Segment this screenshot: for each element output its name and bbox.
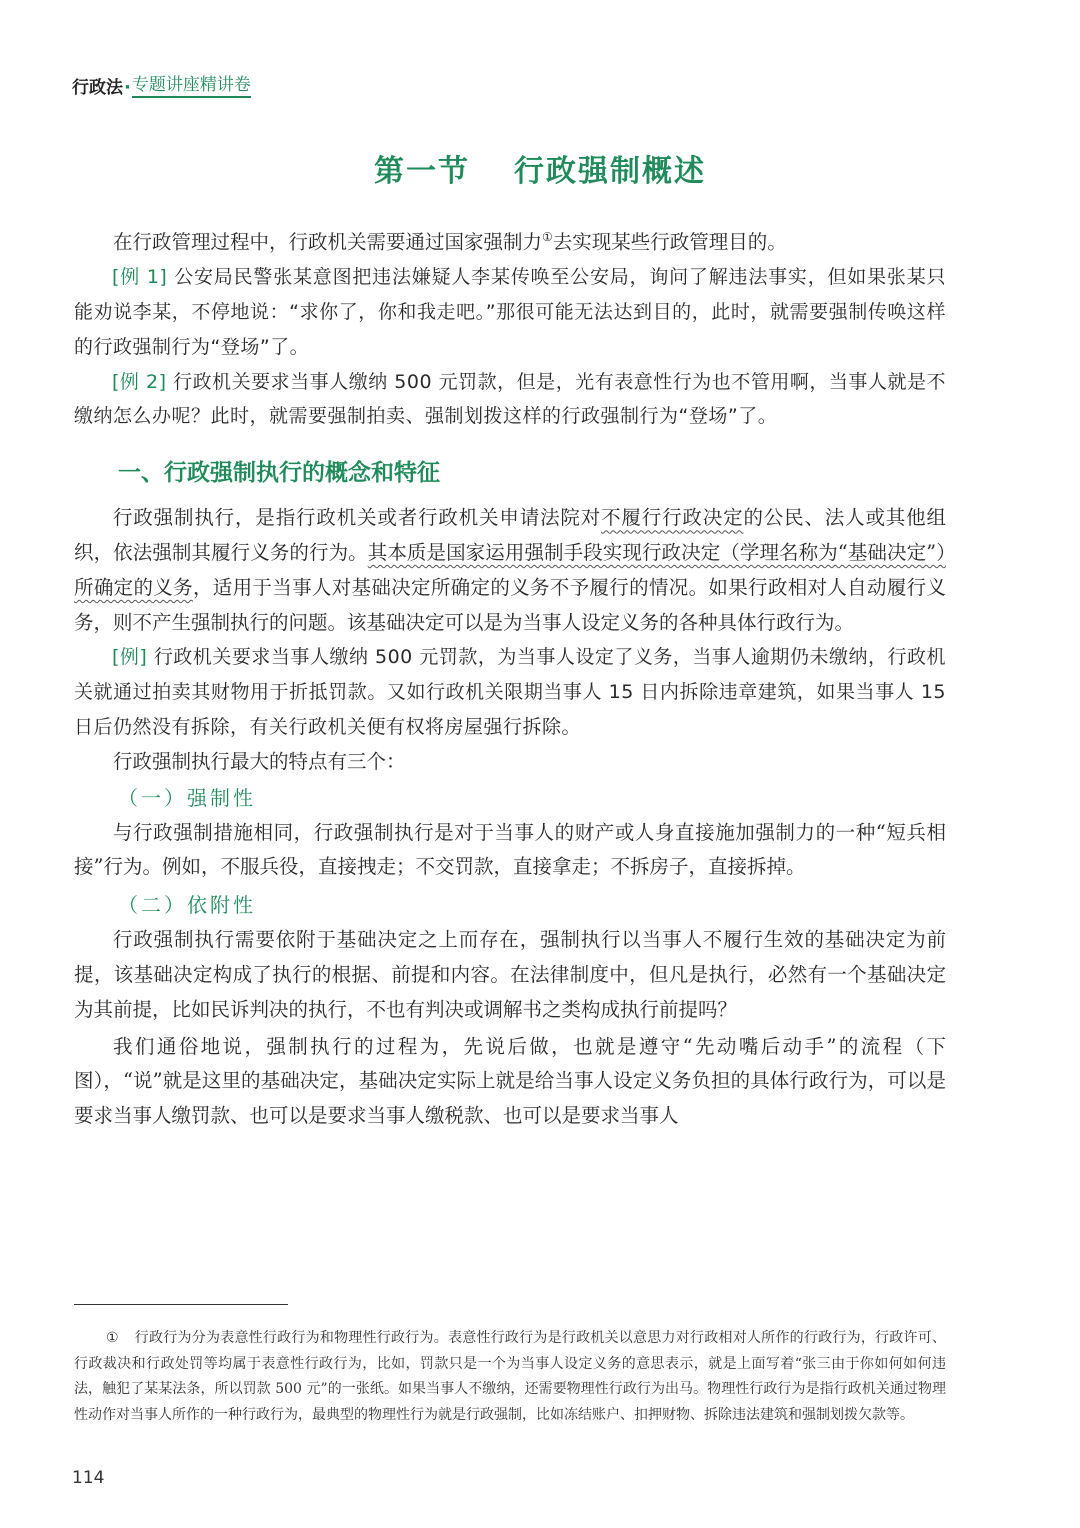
section-heading-1: 一、行政强制执行的概念和特征 — [118, 460, 440, 487]
features-intro: 行政强制执行最大的特点有三个： — [113, 749, 406, 773]
key-phrase-1: 不履行行政决定 — [601, 506, 744, 530]
example-2-tag: [例 2] — [112, 370, 167, 393]
header-separator: · — [124, 77, 131, 98]
page-number: 114 — [72, 1468, 105, 1488]
feature-1-heading: （一）强制性 — [118, 785, 256, 810]
example-3-text: 行政机关要求当事人缴纳 500 元罚款，为当事人设定了义务，当事人逾期仍未缴纳，行政机关就通过拍卖其财物用于折抵罚款。又如行政机关限期当事人 15 日内拆除违章建筑，如果当事人 15 日后仍然没有拆除，有关行政机关便有权将房屋强行拆除。 — [74, 646, 946, 739]
feature-2-text: 行政强制执行需要依附于基础决定之上而存在，强制执行以当事人不履行生效的基础决定为前提，该基础决定构成了执行的根据、前提和内容。在法律制度中，但凡是执行，必然有一个基础决定为其前提，比如民诉判决的执行，不也有判决或调解书之类构成执行前提吗？ — [74, 928, 946, 1021]
feature-1-text: 与行政强制措施相同，行政强制执行是对于当事人的财产或人身直接施加强制力的一种“短兵相接”行为。例如，不服兵役，直接拽走；不交罚款，直接拿走；不拆房子，直接拆掉。 — [74, 820, 946, 879]
footnote-ref[interactable]: ① — [542, 230, 553, 244]
feature-2-heading: （二）依附性 — [118, 893, 256, 918]
header-subtitle: 专题讲座精讲卷 — [132, 70, 251, 98]
main-content — [74, 220, 946, 1134]
example-1 — [74, 260, 946, 364]
process-paragraph: 我们通俗地说，强制执行的过程为，先说后做，也就是遵守“先动嘴后动手”的流程（下图），“说”就是这里的基础决定，基础决定实际上就是给当事人设定义务负担的具体行政行为，可以是要求当事人缴罚款、也可以是要求当事人缴税款、也可以是要求当事人 — [74, 1034, 946, 1128]
example-3-tag: [例] — [112, 646, 148, 669]
definition-paragraph: 行政强制执行，是指行政机关或者行政机关申请法院对不履行行政决定的公民、法人或其他组织，依法强制其履行义务的行为。其本质是国家运用强制手段实现行政决定（学理名称为“基础决定”）所确定的义务，适用于当事人对基础决定所确定的义务不予履行的情况。如果行政相对人自动履行义务，则不产生强制执行的问题。该基础决定可以是为当事人设定义务的各种具体行政行为。 — [74, 506, 946, 634]
section-title-text: 行政强制概述 — [514, 154, 706, 189]
example-1-tag: [例 1] — [112, 266, 168, 289]
key-phrase-2: 其本质是国家运用强制手段实现行政决定（学理名称为“基础决定”）所确定的义务 — [74, 541, 946, 599]
footnote-text: 行政行为分为表意性行政行为和物理性行政行为。表意性行政行为是行政机关以意思力对行政相对人所作的行政行为，行政许可、行政裁决和行政处罚等均属于表意性行政行为，比如，罚款只是一个为当事人设定义务的意思表示，就是上面写着“张三由于你如何如何违法，触犯了某某法条，所以罚款 500 元”的一张纸。如果当事人不缴纳，还需要物理性行政行为出马。物理性行政行为是指行政机关通过物理性动作对当事人所作的一种行政行为，最典型的物理性行为就是行政强制，比如冻结账户、扣押财物、拆除违法建筑和强制划拨欠款等。 — [74, 1330, 946, 1423]
footnote-divider — [74, 1304, 288, 1305]
example-2 — [74, 365, 946, 435]
example-2-text: 行政机关要求当事人缴纳 500 元罚款，但是，光有表意性行为也不管用啊，当事人就是不缴纳怎么办呢？此时，就需要强制拍卖、强制划拨这样的行政强制行为“登场”了。 — [74, 370, 946, 428]
footnote — [74, 1326, 946, 1428]
example-1-text: 公安局民警张某意图把违法嫌疑人李某传唤至公安局，询问了解违法事实，但如果张某只能劝说李某，不停地说：“求你了，你和我走吧。”那很可能无法达到目的，此时，就需要强制传唤这样的行政强制行为“登场”了。 — [74, 266, 946, 358]
footnote-mark: ① — [106, 1330, 119, 1346]
running-header — [72, 70, 251, 98]
section-title-number: 第一节 — [374, 154, 470, 189]
header-book-title: 行政法 — [72, 78, 123, 98]
example-3 — [74, 640, 946, 744]
section-title — [0, 146, 1080, 190]
intro-paragraph: 在行政管理过程中，行政机关需要通过国家强制力①去实现某些行政管理目的。 — [113, 230, 787, 254]
